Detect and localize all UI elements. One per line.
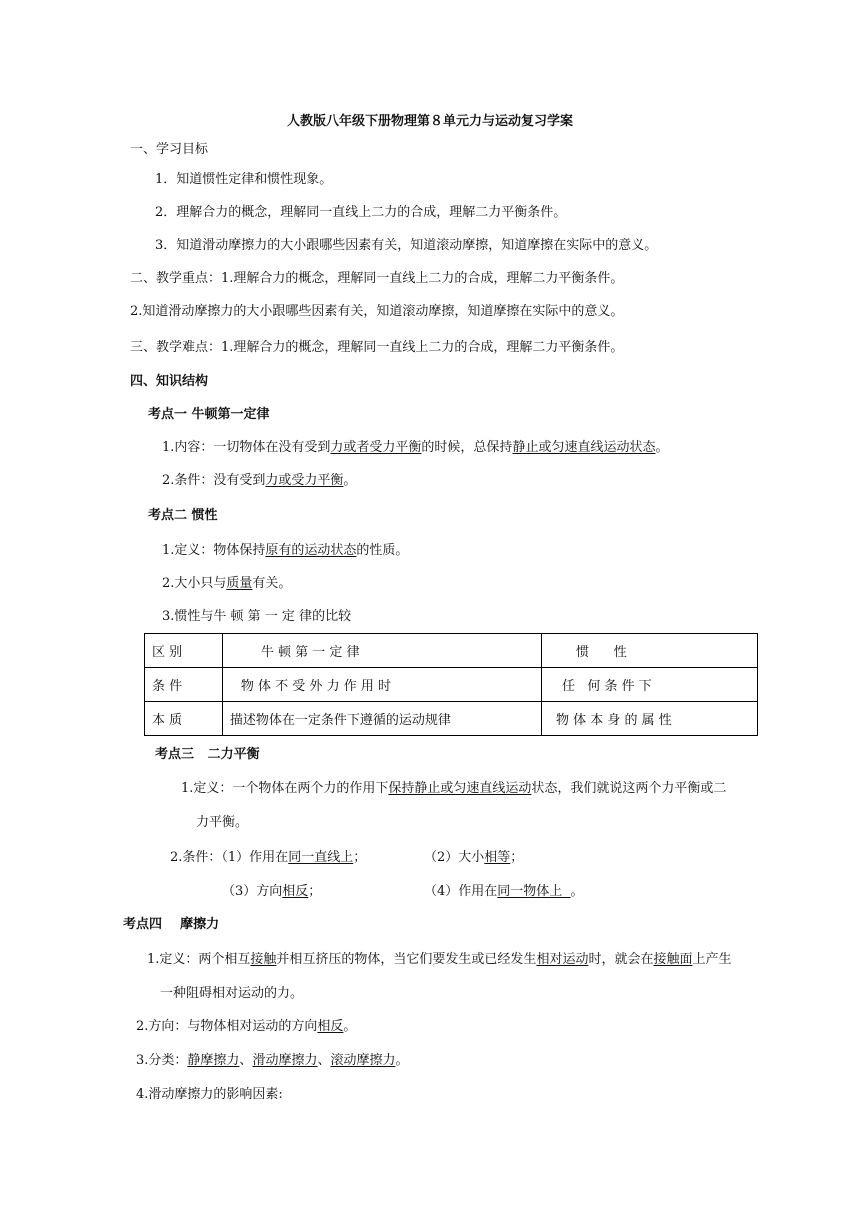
- table-cell: 惯 性: [541, 634, 757, 668]
- kp2-definition-line: [162, 543, 408, 559]
- kp3-text: （3）方向: [222, 884, 283, 899]
- table-row: [145, 634, 758, 668]
- kp3-definition-cont: 力平衡。: [196, 815, 249, 830]
- kp3-text: （4）作用在: [424, 884, 498, 899]
- document-title: 人教版八年级下册物理第８单元力与运动复习学案: [286, 114, 573, 129]
- table-cell: 区 别: [145, 634, 223, 668]
- kp4-direction-line: [136, 1019, 356, 1035]
- kp3-text: ；: [308, 884, 322, 899]
- kp1-text: 的时候，总保持: [421, 440, 513, 455]
- teaching-difficulty-line: 三、教学难点：1.理解合力的概念，理解同一直线上二力的合成，理解二力平衡条件。: [130, 340, 624, 355]
- kp2-text: 1.定义：物体保持: [162, 543, 266, 558]
- kp2-blank: 质量: [226, 576, 253, 591]
- kp2-size-line: [162, 576, 291, 592]
- kp1-text: 。: [655, 440, 669, 455]
- table-cell: 描述物体在一定条件下遵循的运动规律: [222, 702, 541, 736]
- kp4-text: 2.方向：与物体相对运动的方向: [136, 1019, 318, 1034]
- kp2-comparison-line: 3.惯性与牛 顿 第 一 定 律的比较: [162, 609, 352, 624]
- kp3-definition-line: [181, 781, 726, 797]
- kp3-blank: 同一物体上: [497, 884, 571, 899]
- kp1-blank: 静止或匀速直线运动状态: [512, 440, 656, 455]
- kp4-classification-line: [136, 1053, 409, 1069]
- kp3-blank: 相反: [282, 884, 309, 899]
- kp4-blank: 接触: [250, 952, 277, 967]
- kp3-text: 2.条件：（1）作用在: [170, 850, 289, 865]
- kp1-text: 1.内容：一切物体在没有受到: [162, 440, 331, 455]
- kp4-text: 时，就会在: [588, 952, 654, 967]
- kp4-text: 上产生: [692, 952, 732, 967]
- kp4-blank: 相反: [317, 1019, 344, 1034]
- table-cell: 物 体 本 身 的 属 性: [541, 702, 757, 736]
- kp4-heading: 考点四 摩擦力: [123, 917, 220, 932]
- kp2-text: 2.大小只与: [162, 576, 227, 591]
- table-cell: 牛 顿 第 一 定 律: [222, 634, 541, 668]
- table-cell: 任 何 条 件 下: [541, 668, 757, 702]
- kp3-blank: 同一直线上: [288, 850, 354, 865]
- kp4-text: 。: [395, 1053, 409, 1068]
- goal-item-2: 2．理解合力的概念，理解同一直线上二力的合成，理解二力平衡条件。: [155, 205, 567, 220]
- table-cell: 条 件: [145, 668, 223, 702]
- kp3-condition-2: [424, 850, 523, 866]
- kp1-blank: 力或受力平衡: [265, 473, 344, 488]
- kp4-definition-line: [147, 952, 732, 968]
- kp1-text: 。: [343, 473, 357, 488]
- kp4-definition-cont: 一种阻碍相对运动的力。: [160, 986, 304, 1001]
- kp2-blank: 原有的运动状态: [265, 543, 357, 558]
- table-cell: 物 体 不 受 外 力 作 用 时: [222, 668, 541, 702]
- kp3-text: ；: [510, 850, 524, 865]
- kp2-heading: 考点二 惯性: [148, 508, 218, 523]
- kp4-blank: 接触面: [653, 952, 693, 967]
- knowledge-structure-heading: 四、知识结构: [130, 374, 209, 389]
- comparison-table: [144, 633, 758, 736]
- kp1-heading: 考点一 牛顿第一定律: [148, 407, 270, 422]
- kp1-blank: 力或者受力平衡: [330, 440, 422, 455]
- kp4-blank: 相对运动: [536, 952, 589, 967]
- kp4-text: 、: [239, 1053, 253, 1068]
- table-row: [145, 668, 758, 702]
- kp4-blank: 滑动摩擦力: [252, 1053, 318, 1068]
- kp4-text: 并相互挤压的物体，当它们要发生或已经发生: [276, 952, 537, 967]
- kp1-content-line: [162, 440, 668, 456]
- kp3-blank: 保持静止或匀速直线运动: [388, 781, 532, 796]
- table-row: [145, 702, 758, 736]
- kp3-condition-1: [170, 850, 366, 866]
- goal-item-3: 3．知道滑动摩擦力的大小跟哪些因素有关，知道滚动摩擦，知道摩擦在实际中的意义。: [155, 238, 658, 253]
- kp3-text: ；: [353, 850, 367, 865]
- kp4-blank: 滚动摩擦力: [330, 1053, 396, 1068]
- kp3-text: 1.定义：一个物体在两个力的作用下: [181, 781, 389, 796]
- goal-item-1: 1．知道惯性定律和惯性现象。: [155, 172, 333, 187]
- kp1-condition-line: [162, 473, 356, 489]
- teaching-focus-line-1: 二、教学重点：1.理解合力的概念，理解同一直线上二力的合成，理解二力平衡条件。: [130, 271, 624, 286]
- kp3-heading: 考点三 二力平衡: [155, 747, 260, 762]
- section-learning-goals-heading: 一、学习目标: [130, 142, 209, 157]
- kp1-text: 2.条件：没有受到: [162, 473, 266, 488]
- kp4-text: 3.分类：: [136, 1053, 188, 1068]
- table-cell: 本 质: [145, 702, 223, 736]
- kp3-blank: 相等: [484, 850, 511, 865]
- kp4-blank: 静摩擦力: [187, 1053, 240, 1068]
- kp3-condition-3: [222, 884, 321, 900]
- kp3-condition-4: [424, 884, 584, 900]
- kp3-text: 。: [570, 884, 584, 899]
- kp4-text: 。: [343, 1019, 357, 1034]
- kp4-text: 、: [317, 1053, 331, 1068]
- kp4-text: 1.定义：两个相互: [147, 952, 251, 967]
- kp3-text: （2）大小: [424, 850, 485, 865]
- kp2-text: 有关。: [252, 576, 292, 591]
- teaching-focus-line-2: 2.知道滑动摩擦力的大小跟哪些因素有关，知道滚动摩擦，知道摩擦在实际中的意义。: [130, 304, 624, 319]
- kp4-factors-line: 4.滑动摩擦力的影响因素:: [136, 1087, 283, 1102]
- kp2-text: 的性质。: [356, 543, 409, 558]
- kp3-text: 状态，我们就说这两个力平衡或二: [531, 781, 727, 796]
